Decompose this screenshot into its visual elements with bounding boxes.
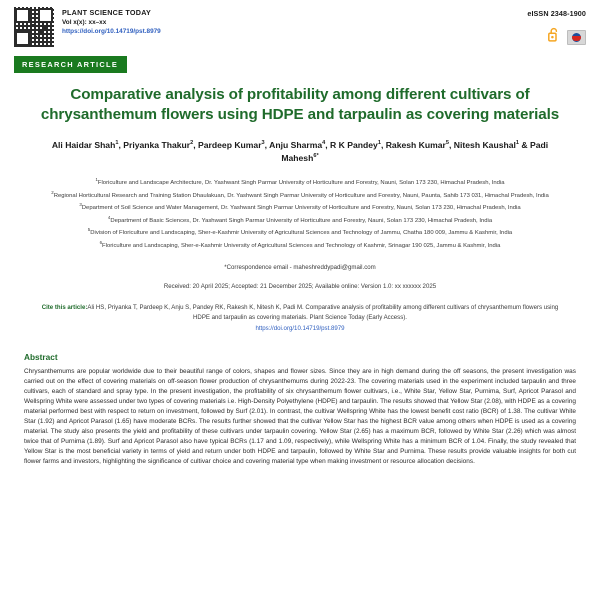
abstract-body: Chrysanthemums are popular worldwide due to their beautiful range of colors, shapes and flower sizes. Since they are in high demand during the off seasons, the present investigation was carried out on the effect of covering materials on off-season flower production of chrysanthemums during 2022-23. The covering materials used in the experiment included tarpaulin and three cultivars, each of standard and spray type. In the present investigation, the profitability of six chrysanthemum flower cultivars, i.e., White Star, Yellow Star, Purnima, Surf, Apricot Parasol and Wellspring White were assessed under two types of covering materials i.e. High-Density Polyethylene (HDPE) and tarpaulin. The results showed that Yellow Star (2.08), with HDPE as a covering material performed best with respect to return on investment, followed by Surf (2.01). In contrast, the cultivar Wellspring White has the lowest benefit cost ratio (BCR) of 1.38. The cultivar White Star (1.92) and Apricot Parasol (1.65) have moderate BCRs. The results further showed that the cultivar Yellow Star has the highest BCR value among others when HDPE is used as a covering material. The study also presents the yield and profitability of these cultivars under tarpaulin covering. Yellow Star (2.65) has a maximum BCR, followed by White Star (2.26) which was almost twice that of Purnima (1.89). Surf and Apricot Parasol also have typical BCRs (1.17 and 1.09, respectively), while Wellspring White has a minimum BCR of 1.04. Finally, the study revealed that Yellow Star is the most beneficial variety in terms of yield and return under both HDPE and tarpaulin, followed by White Star and Purnima. These results provide valuable insights for both cut flower farms and investors, highlighting the significance of cultivar choice and covering material type when making investment or resource allocation decisions. bbox=[24, 367, 576, 465]
journal-name: PLANT SCIENCE TODAY bbox=[62, 8, 152, 17]
article-type-badge: RESEARCH ARTICLE bbox=[14, 56, 127, 73]
cite-doi-link[interactable]: https://doi.org/10.14719/pst.8979 bbox=[255, 325, 345, 333]
masthead-left bbox=[14, 7, 161, 47]
page-title: Comparative analysis of profitability among different cultivars of chrysanthemum flowers using HDPE and tarpaulin as covering materials bbox=[40, 86, 560, 124]
affiliation-item: $^6$Floriculture and Landscaping, Sher-e-Kashmir University of Agricultural Sciences and Technology of Kashmir, Srinagar 190 025, Jammu & Kashmir, India bbox=[99, 239, 501, 249]
eissn-label: eISSN 2348-1900 bbox=[527, 9, 586, 18]
journal-volume: Vol x(x): xx–xx bbox=[62, 19, 107, 27]
masthead-right bbox=[527, 7, 586, 47]
publication-dates: Received: 20 April 2025; Accepted: 21 December 2025; Available online: Version 1.0: xx xxxxxx 2025 bbox=[163, 283, 437, 291]
affiliation-item: $^3$Department of Soil Science and Water Management, Dr. Yashwant Singh Parmar University of Horticulture and Forestry, Nauni, Solan 173 230, Himachal Pradesh, India bbox=[79, 202, 521, 212]
cite-text: Ali HS, Priyanka T, Pardeep K, Anju S, Pandey RK, Rakesh K, Nitesh K, Padi M. Comparative analysis of profitability among different cultivars of chrysanthemum flowers using HDPE and tarpaulin as covering materials. Plant Science Today (Early Access). bbox=[87, 304, 559, 322]
masthead bbox=[14, 0, 586, 47]
abstract-section bbox=[24, 352, 576, 467]
affiliation-item: $^4$Department of Basic Sciences, Dr. Yashwant Singh Parmar University of Horticulture and Forestry, Nauni, Solan 173 230, Himachal Pradesh, India bbox=[107, 214, 493, 224]
qr-code-icon bbox=[14, 7, 54, 47]
abstract-heading: Abstract bbox=[24, 351, 58, 362]
affiliation-item: $^2$Regional Horticultural Research and Training Station Dhaulakuan, Dr. Yashwant Singh Parmar University of Horticulture and Forestry, Nauni, Paunta, Sahib 173 031, Himachal Pradesh, India bbox=[51, 189, 549, 199]
affiliation-item: $^1$Floriculture and Landscape Architecture, Dr. Yashwant Singh Parmar University of Horticulture and Forestry, Nauni, Solan 173 230, Himachal Pradesh, India bbox=[95, 177, 505, 187]
affiliation-list bbox=[38, 176, 562, 251]
header-badges bbox=[527, 27, 586, 47]
journal-doi-link[interactable]: https://doi.org/10.14719/pst.8979 bbox=[62, 28, 161, 36]
author-list: Ali Haidar Shah$^1$, Priyanka Thakur$^2$, Pardeep Kumar$^3$, Anju Sharma$^4$, R K Pandey$^1$, Rakesh Kumar$^5$, Nitesh Kaushal$^1$ & Padi Mahesh$^{6*}$ bbox=[51, 140, 549, 164]
journal-info bbox=[62, 7, 161, 36]
crossmark-badge-icon[interactable] bbox=[567, 30, 586, 45]
affiliation-item: $^5$Division of Floriculture and Landscaping, Sher-e-Kashmir University of Agricultural Sciences and Technology of Jammu, Chatha 180 009, Jammu & Kashmir, India bbox=[87, 227, 513, 237]
cite-this-article bbox=[36, 303, 564, 334]
open-access-lock-icon[interactable] bbox=[548, 27, 560, 47]
correspondence-email[interactable]: *Correspondence email - maheshreddypadi@gmail.com bbox=[224, 264, 376, 272]
cite-label: Cite this article: bbox=[41, 304, 88, 312]
